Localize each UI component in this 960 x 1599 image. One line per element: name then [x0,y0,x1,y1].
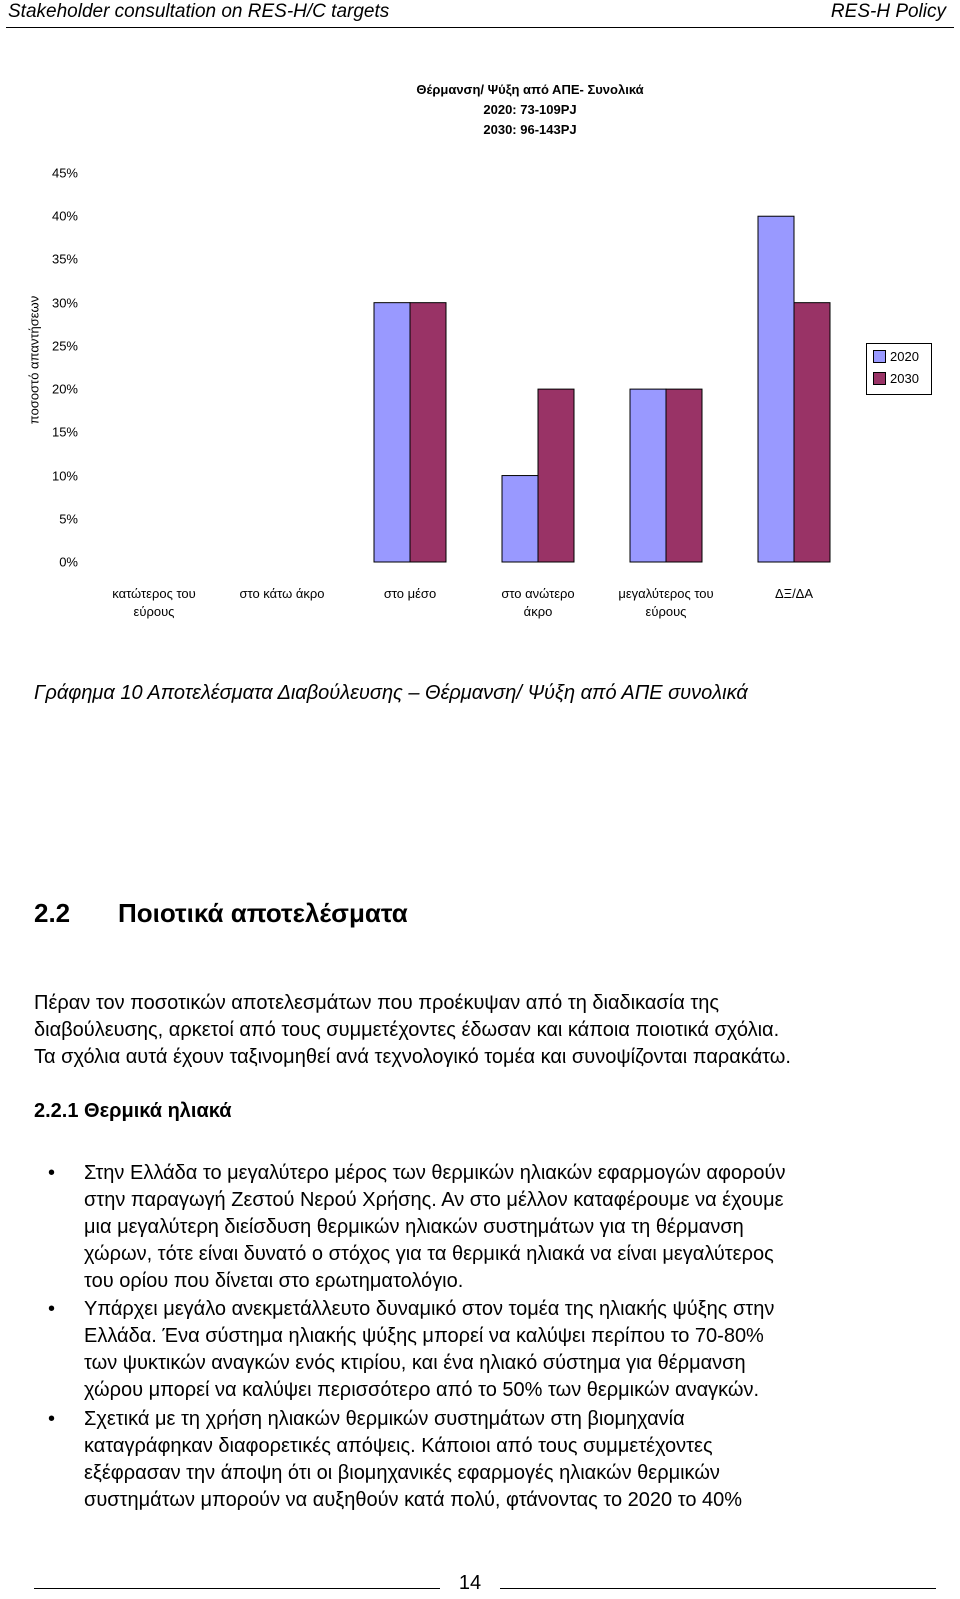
bar-chart [0,0,960,640]
x-category-label: στο μέσο [383,586,437,601]
header-left-text: Stakeholder consultation on RES-H/C targets [8,1,390,22]
legend-label-2020: 2020 [890,349,919,364]
paragraph-line: Τα σχόλια αυτά έχουν ταξινομηθεί ανά τεχνολογικό τομέα και συνοψίζονται παρακάτω. [34,1046,791,1068]
bar-2020 [630,389,666,562]
section-number: 2.2 [34,898,71,928]
chart-y-axis-label: ποσοστό απαντήσεων [26,295,42,425]
header-right-text: RES-H Policy [830,1,946,22]
paragraph-line: διαβούλευσης, αρκετοί από τους συμμετέχοντες έδωσαν και κάποια ποιοτικά σχόλια. [34,1019,780,1041]
bullet-line: στην παραγωγή Ζεστού Νερού Χρήσης. Αν στο μέλλον καταφέρουμε να έχουμε [84,1189,784,1211]
bar-2020 [374,303,410,562]
bullet-line: των ψυκτικών αναγκών ενός κτιρίου, και ένα ηλιακό σύστημα για θέρμανση [84,1352,746,1374]
bullet-item [84,1406,936,1514]
bar-2030 [538,389,574,562]
bullet-line: Σχετικά με τη χρήση ηλιακών θερμικών συστημάτων στη βιομηχανία [84,1408,685,1430]
legend-swatch-2020 [873,350,886,363]
chart-legend [866,343,932,395]
figure-caption: Γράφημα 10 Αποτελέσματα Διαβούλευσης – Θέρμανση/ Ψύξη από ΑΠΕ συνολικά [34,682,748,704]
bar-2020 [758,216,794,562]
bullet-line: καταγράφηκαν διαφορετικές απόψεις. Κάποιοι από τους συμμετέχοντες [84,1435,713,1457]
bullet-line: Ελλάδα. Ένα σύστημα ηλιακής ψύξης μπορεί να καλύψει περίπου το 70-80% [84,1325,764,1347]
legend-label-2030: 2030 [890,371,919,386]
bar-2020 [502,476,538,562]
intro-paragraph [34,990,936,1071]
bullet-line: Υπάρχει μεγάλο ανεκμετάλλευτο δυναμικό στον τομέα της ηλιακής ψύξης στην [84,1298,775,1320]
bullet-item [84,1160,936,1295]
y-tick-label: 35% [51,251,78,267]
y-tick-label: 30% [51,295,78,311]
y-tick-label: 10% [51,468,78,484]
page-number: 14 [458,1572,482,1594]
y-tick-label: 45% [51,165,78,181]
legend-item-2020 [873,349,919,364]
bar-2030 [794,303,830,562]
legend-swatch-2030 [873,372,886,385]
x-category-label: μεγαλύτερος του εύρους [618,586,714,619]
bullet-item [84,1296,936,1404]
x-category-label: στο ανώτερο άκρο [501,586,575,619]
bullet-line: εξέφρασαν την άποψη ότι οι βιομηχανικές εφαρμογές ηλιακών θερμικών [84,1462,720,1484]
bar-2030 [410,303,446,562]
y-tick-label: 0% [59,554,78,570]
bullet-line: χώρου μπορεί να καλύψει περισσότερο από το 50% των θερμικών αναγκών. [84,1379,760,1401]
x-category-label: κατώτερος του εύρους [112,586,196,619]
bullet-line: συστημάτων μπορούν να αυξηθούν κατά πολύ, φτάνοντας το 2020 το 40% [84,1489,743,1511]
y-tick-label: 5% [59,511,78,527]
y-tick-label: 15% [51,424,78,440]
subsection-heading: 2.2.1 Θερμικά ηλιακά [34,1100,232,1122]
chart-title-line: Θέρμανση/ Ψύξη από ΑΠΕ- Συνολικά [416,82,644,97]
bullet-line: του ορίου που δίνεται στο ερωτηματολόγιο. [84,1270,464,1292]
bullet-marker: • [48,1162,56,1184]
bullet-line: Στην Ελλάδα το μεγαλύτερο μέρος των θερμικών ηλιακών εφαρμογών αφορούν [84,1162,786,1184]
x-category-label: στο κάτω άκρο [239,586,325,601]
bullet-marker: • [48,1408,56,1430]
y-tick-label: 25% [51,338,78,354]
footer-rule-left [34,1588,440,1589]
section-heading [34,898,408,929]
y-tick-label: 40% [51,208,78,224]
chart-title-line: 2030: 96-143PJ [483,122,577,137]
bullet-marker: • [48,1298,56,1320]
y-tick-label: 20% [51,381,78,397]
chart-title-line: 2020: 73-109PJ [483,102,577,117]
paragraph-line: Πέραν τον ποσοτικών αποτελεσμάτων που προέκυψαν από τη διαδικασία της [34,992,719,1014]
bullet-line: μια μεγαλύτερη διείσδυση θερμικών ηλιακών συστημάτων για τη θέρμανση [84,1216,744,1238]
footer-rule-right [500,1588,936,1589]
legend-item-2030 [873,371,919,386]
x-category-label: ΔΞ/ΔΑ [774,586,814,601]
section-title: Ποιοτικά αποτελέσματα [118,898,408,928]
bar-2030 [666,389,702,562]
bullet-line: χώρων, τότε είναι δυνατό ο στόχος για τα θερμικά ηλιακά να είναι μεγαλύτερος [84,1243,774,1265]
